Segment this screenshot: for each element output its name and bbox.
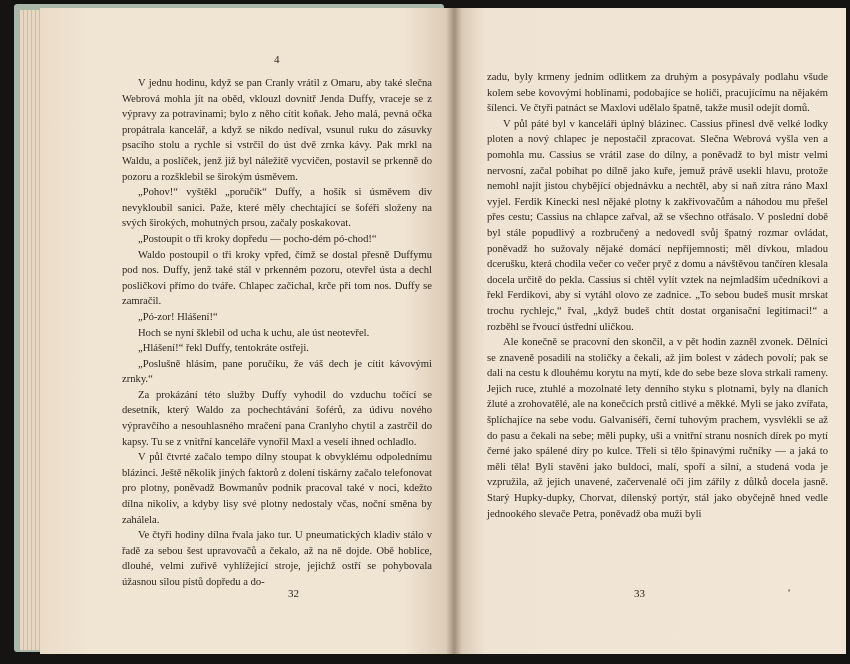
left-page [40,8,454,654]
paragraph: „Pó-zor! Hlášení!“ [138,311,218,323]
paragraph: Za prokázání této služby Duffy vyhodil do vzduchu točící se desetník, který Waldo za pochechtávání šoférů, za údivu nového výpravčího a nesouhlasného mračení pana Cranlyho chytil a zastrčil do kapsy. Tu se z vnitřní kanceláře vynořil Maxl a veselí ihned ochladlo. [122,389,432,448]
right-page [454,8,846,654]
paragraph: „Hlášení!“ řekl Duffy, tentokráte ostřeji. [138,343,309,355]
right-page-number: 33 [634,588,645,600]
paragraph: Hoch se nyní šklebil od ucha k uchu, ale úst neotevřel. [138,327,370,339]
paragraph: V půl páté byl v kanceláři úplný blázinec. Cassius přinesl dvě velké lodky ploten a nový chlapec je nepostačil zpracovat. Slečna Webrová vyšla ven a pomohla mu. Cassius se vrátil zase do dílny, a poněvadž to byl mistr velmi nervosní, začal pobíhat po dílně jako kuře, jemuž právě usekli hlavu, protože nemohl najít jistou chybějící objednávku a nechtěl, aby si naň zítra ráno Maxl vyjel. Ferdik Kinecki nesl nějaké plotny k zakřivovačům a náhodou mu přešel přes cestu; Cassius na chlapce zařval, až se všechno otřásalo. V poslední době byl stále popudlivý a rozbručený a nedovedl svůj špatný rozmar ovládat, poněvadž ho sužovaly nějaké domácí nepříjemnosti; měl dívkou, mladou dcerušku, která chodila večer co večer pryč z domu a návštěvou tančíren klesala docela určitě do pekla. Cassius si chtěl vylít vztek na nejmladším učedníkovi a řekl Ferdikovi, aby si vytáhl olovo ze zadnice. „To sebou budeš musit mrskat trochu rychlejc,“ řval, „když budeš chtít dostat organisační legitimaci!“ a rozběhl se řvoucí ústřední uličkou. [487,118,828,333]
paragraph: „Postoupit o tři kroky dopředu — pocho-dém pó-chod!“ [138,233,377,245]
left-page-header-number: 4 [274,54,280,66]
paragraph: „Pohov!“ vyštěkl „poručík“ Duffy, a hošík si úsměvem div nevykloubil sanici. Paže, které měly chechtající se šoféři složeny na svých širokých, mohutných prsou, začaly poskakovat. [122,187,432,230]
paragraph: „Poslušně hlásím, pane poručíku, že váš dech je cítit kávovými zrnky.“ [122,358,432,386]
right-page-text [487,70,828,522]
corner-mark: ª [788,588,790,596]
paragraph: V půl čtvrté začalo tempo dílny stoupat k obvyklému odpolednímu blázinci. Ještě několik jiných faktorů z dolení tiskárny začalo telefonovat pro plotny, poněvadž Bowmanův podnik pracoval také v noci, kdežto dílna nikoliv, a kdyby lisy své plotny nedostaly včas, noční směna by zahálela. [122,452,432,526]
paragraph: Waldo postoupil o tři kroky vpřed, čímž se dostal přesně Duffymu pod nos. Duffy, jenž také stál v prkenném pozoru, otevřel ústa a dechl posličkovi přímo do tváře. Chlapec začichal, krče při tom nos. Duffy se zamračil. [122,249,432,308]
paragraph: zadu, byly krmeny jedním odlitkem za druhým a posypávaly podlahu všude kolem sebe kovovými hoblinami, podobajíce se holiči, pracujícímu na nějakém šílenci. Ve čtyři patnáct se Maxlovi udělalo špatně, takže musil odejít domů. [487,72,828,115]
paragraph: Ale konečně se pracovní den skončil, a v pět hodin zazněl zvonek. Dělníci se znaveně posadili na stoličky a čekali, až jim bolest v zádech povolí; pak se dali na cestu k dlouhému korytu na mytí, kde do sebe beze slova strkali rameny. Jejich ruce, ztuhlé a mozolnaté lety denního styku s plotnami, byly na dlaních žluté a zrohovatělé, ale na konečcích prstů citlivé a měkké. Myli se jako zvířata, šplíchajíce na sebe vodu. Galvaniséři, černí tuhovým prachem, vysvlékli se až do pasu a čekali na sebe; měli pupky, uši a vnitřní stranu nosních dírek po mytí černé jako spálené díry po kulce. Třeli si tělo špinavými ručníky — a jaká to měli těla! Byli stavěni jako buldoci, malí, spoří a silní, a studená voda je vzpružila, až jejich unavené, začervenalé oči jim zářily z důlků docela jasně. Starý Hupky-dupky, Chorvat, dílenský portýr, stál jako obyčejně hned vedle jednookého slevače Petra, poněvadž oba muži byli [487,337,828,520]
book-gutter [446,8,462,654]
paragraph: V jednu hodinu, když se pan Cranly vrátil z Omaru, aby také slečna Webrová mohla jít na oběd, vklouzl dovnitř Jenda Duffy, vraceje se z výpravy za potravinami; bylo z něho cítit koňak. Jeho malá, pevná očka propátrala kancelář, a když se nikdo nedíval, vsunul ruku do zásuvky psacího stolu a rychle si vstrčil do úst dvě zrnka kávy. Pak mrkl na Waldu, a poslíček, jenž již byl náležitě vycvičen, postavil se prkenně do pozoru a rozšklebil se širokým úsměvem. [122,78,432,183]
left-page-text [122,76,432,591]
left-page-number: 32 [288,588,299,600]
paragraph: Ve čtyři hodiny dílna řvala jako tur. U pneumatických kladiv stálo v řadě za sebou šest upravovačů a čekalo, až na ně dojde. Obě hoblice, dlouhé, velmi zuřivě vyhlížející stroje, jejichž ostří se pohybovala úžasnou silou pístů dopředu a do- [122,530,432,588]
